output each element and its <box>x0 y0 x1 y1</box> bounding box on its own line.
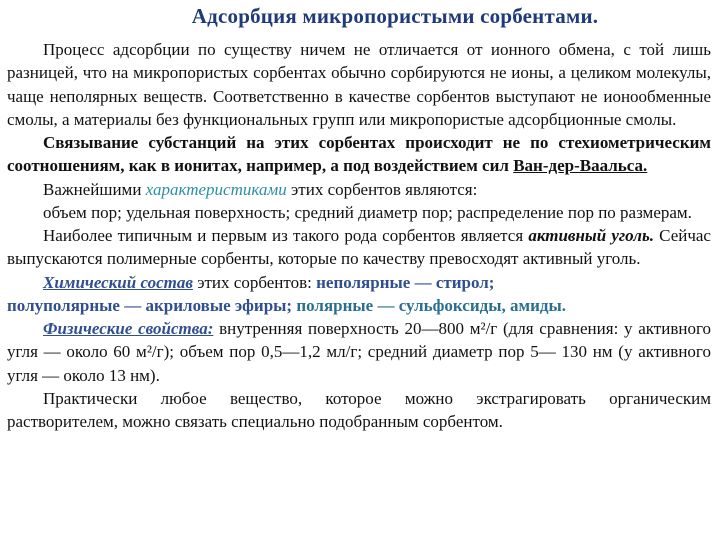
body-text <box>7 38 711 433</box>
paragraph-2 <box>7 131 711 178</box>
p5-pre: Наиболее типичным и первым из такого рода сорбентов является <box>43 226 529 245</box>
paragraph-5 <box>7 224 711 271</box>
paragraph-8: Практически любое вещество, которое можно экстрагировать органическим растворителем, можно связать специально подобранным сорбентом. <box>7 388 711 431</box>
p5-post: Сейчас выпускаются полимерные сорбенты, которые по качеству превосходят активный уголь. <box>7 226 711 269</box>
polar-item: полярные — сульфоксиды, амиды. <box>296 295 566 315</box>
p3-post: этих сорбентов являются: <box>286 179 478 199</box>
p3-pre: Важнейшими <box>43 179 146 199</box>
paragraph-1: Процесс адсорбции по существу ничем не отличается от ионного обмена, с той лишь разницей, что на микропористых сорбентах обычно сорбируются не ионы, а целиком молекулы, чаще неполярных веществ. Соответственно в качестве сорбентов выступают не ионообменные смолы, а материалы без функциональных групп или микропористые адсорбционные смолы. <box>7 40 711 129</box>
paragraph-4: объем пор; удельная поверхность; средний диаметр пор; распределение пор по размерам. <box>43 202 692 222</box>
p6-pre: этих сорбентов: <box>192 272 317 292</box>
van-der-waals-link: Ван-дер-Ваальса. <box>513 156 648 176</box>
page-title: Адсорбция микропористыми сорбентами. <box>191 4 599 28</box>
p7-text: внутренняя поверхность 20—800 м²/г (для сравнения: у активного угля — около 60 м²/г); объем пор 0,5—1,2 мл/г; средний диаметр пор 5— 130 нм (у активного угля — около 13 нм). <box>7 319 712 385</box>
p3-emph: характеристиками <box>145 179 287 199</box>
paragraph-6 <box>7 271 711 318</box>
semipolar-item: полуполярные — акриловые эфиры; <box>7 295 293 315</box>
paragraph-7 <box>7 317 711 387</box>
p5-emph: активный уголь. <box>528 226 654 245</box>
nonpolar-item: неполярные — стирол; <box>316 272 495 292</box>
paragraph-3 <box>7 178 711 201</box>
physical-props-label: Физические свойства: <box>43 319 214 338</box>
p2-text: Связывание субстанций на этих сорбентах происходит не по стехиометрическим соотношениям, как в ионитах, например, а под воздействием сил <box>7 133 711 176</box>
chem-composition-label: Химический состав <box>43 272 193 292</box>
